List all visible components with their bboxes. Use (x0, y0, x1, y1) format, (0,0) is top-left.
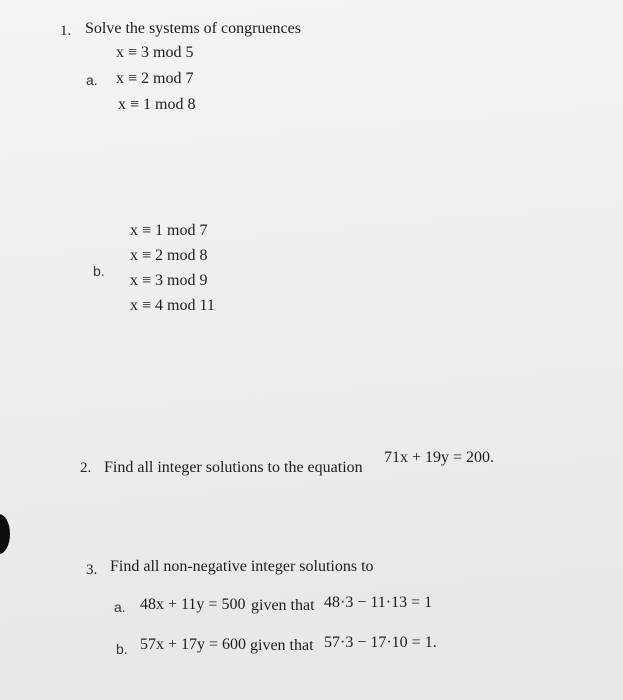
part-b-label: b. (93, 263, 105, 279)
problem-3a-given-text: given that (251, 597, 315, 614)
part-3b-label: b. (116, 641, 128, 657)
problem-3b-given: 57·3 − 17·10 = 1. (324, 634, 437, 651)
part-3a-label: a. (114, 599, 126, 615)
problem-3b-equation: 57x + 17y = 600 (140, 636, 247, 653)
problem-2-equation: 71x + 19y = 200. (384, 449, 495, 466)
problem-3b-given-text: given that (250, 637, 314, 654)
equation-1b-1: x ≡ 1 mod 7 (130, 222, 208, 239)
problem-3a-given: 48·3 − 11·13 = 1 (324, 594, 433, 611)
part-a-label: a. (86, 72, 98, 88)
problem-2-text: Find all integer solutions to the equation (104, 459, 363, 476)
problem-3-text: Find all non-negative integer solutions to (110, 558, 374, 575)
equation-1b-4: x ≡ 4 mod 11 (130, 297, 215, 314)
problem-3-number: 3. (86, 562, 98, 578)
problem-3a-equation: 48x + 11y = 500 (140, 596, 246, 613)
problem-1-title: Solve the systems of congruences (85, 20, 301, 37)
equation-1b-3: x ≡ 3 mod 9 (130, 272, 208, 289)
problem-2-number: 2. (80, 460, 92, 476)
problem-1-number: 1. (60, 23, 72, 39)
dark-shadow-edge (0, 514, 10, 554)
equation-1a-2: x ≡ 2 mod 7 (116, 70, 194, 87)
equation-1a-3: x ≡ 1 mod 8 (118, 96, 196, 113)
equation-1a-1: x ≡ 3 mod 5 (116, 44, 194, 61)
equation-1b-2: x ≡ 2 mod 8 (130, 247, 208, 264)
